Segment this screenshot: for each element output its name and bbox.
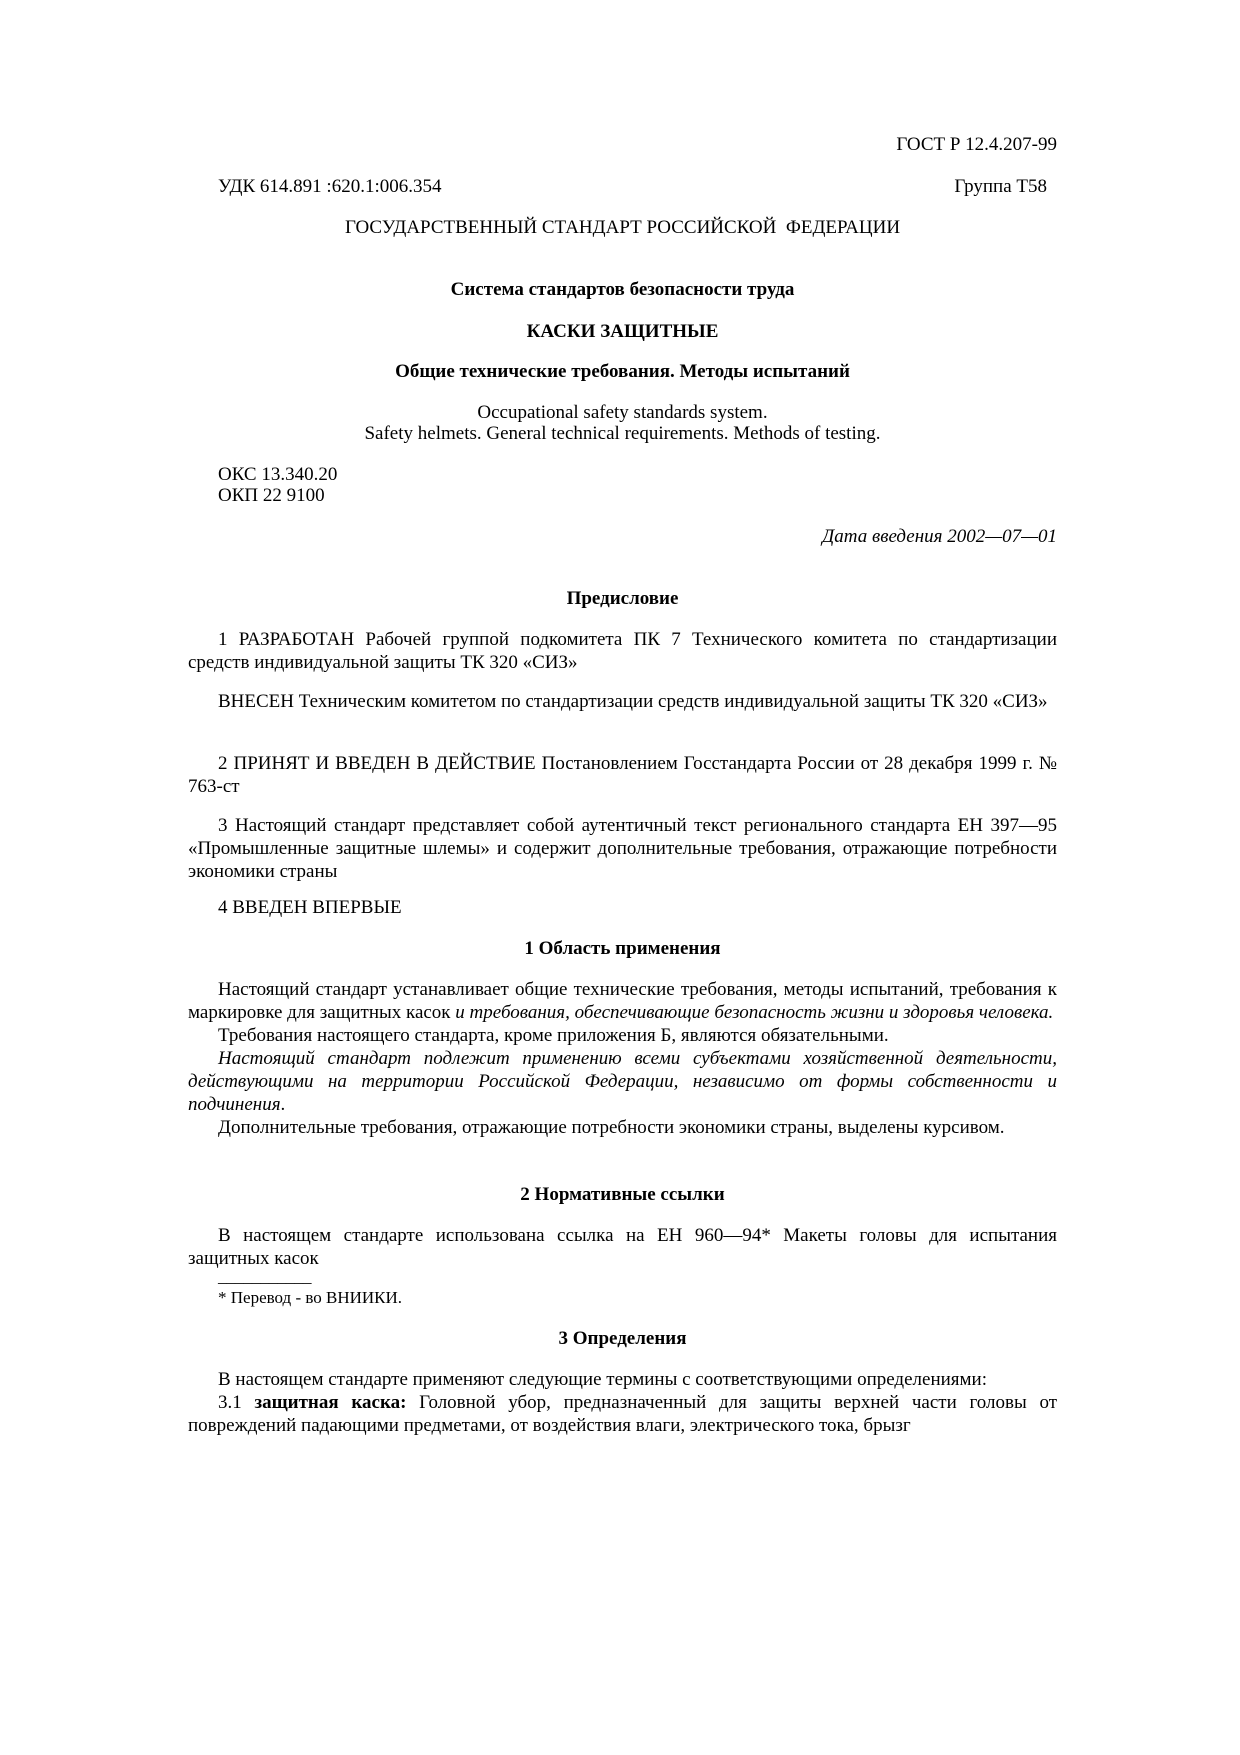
- references-paragraph: В настоящем стандарте использована ссылка на ЕН 960—94* Макеты головы для испытания защитных касок: [188, 1225, 1057, 1269]
- scope-paragraph-2: Требования настоящего стандарта, кроме приложения Б, являются обязательными.: [218, 1025, 889, 1046]
- standards-system-title: Система стандартов безопасности труда: [450, 279, 795, 300]
- preface-paragraph-2: ВНЕСЕН Техническим комитетом по стандартизации средств индивидуальной защиты ТК 320 «СИЗ»: [218, 691, 1048, 712]
- document-subtitle: Общие технические требования. Методы испытаний: [395, 361, 850, 382]
- preface-paragraph-4: 3 Настоящий стандарт представляет собой аутентичный текст регионального стандарта ЕН 397—95 «Промышленные защитные шлемы» и содержит дополнительные требования, отражающие потребности экономики страны: [188, 815, 1057, 882]
- english-title-line-1: Occupational safety standards system.: [477, 402, 768, 423]
- scope-paragraph-3-end: .: [280, 1094, 286, 1115]
- udk-code: УДК 614.891 :620.1:006.354: [218, 176, 442, 197]
- definitions-heading: 3 Определения: [558, 1328, 687, 1349]
- preface-heading: Предисловие: [566, 588, 679, 609]
- group-code: Группа Т58: [954, 176, 1047, 197]
- scope-paragraph-1: [188, 978, 1057, 1024]
- preface-paragraph-5: 4 ВВЕДЕН ВПЕРВЫЕ: [218, 897, 402, 918]
- definitions-section: [188, 1368, 1057, 1437]
- scope-paragraph-1-italic: и требования, обеспечивающие безопасность жизни и здоровья человека.: [455, 1002, 1054, 1023]
- gost-code: ГОСТ Р 12.4.207-99: [896, 134, 1057, 155]
- document-page: [188, 0, 1057, 1755]
- english-title-line-2: Safety helmets. General technical requirements. Methods of testing.: [364, 423, 881, 444]
- introduction-date: Дата введения 2002—07—01: [822, 526, 1057, 547]
- scope-paragraph-4: Дополнительные требования, отражающие потребности экономики страны, выделены курсивом.: [218, 1117, 1005, 1138]
- definition-term: защитная каска:: [254, 1392, 407, 1413]
- scope-section: [188, 978, 1057, 1139]
- references-heading: 2 Нормативные ссылки: [520, 1184, 725, 1205]
- okp-code: ОКП 22 9100: [218, 485, 325, 506]
- footnote-rule: ___________: [218, 1267, 312, 1286]
- scope-paragraph-1-text: Настоящий стандарт устанавливает общие технические требования, методы испытаний, требования к маркировке для защитных касок: [188, 979, 1057, 1023]
- footnote-text: * Перевод - во ВНИИКИ.: [218, 1288, 403, 1307]
- definition-3-1: [188, 1391, 1057, 1437]
- state-standard-title: ГОСУДАРСТВЕННЫЙ СТАНДАРТ РОССИЙСКОЙ ФЕДЕРАЦИИ: [344, 217, 901, 238]
- oks-code: ОКС 13.340.20: [218, 464, 338, 485]
- document-title: КАСКИ ЗАЩИТНЫЕ: [526, 321, 719, 342]
- scope-paragraph-3-italic: Настоящий стандарт подлежит применению всеми субъектами хозяйственной деятельности, действующими на территории Российской Федерации, независимо от формы собственности и подчинения: [188, 1048, 1057, 1115]
- scope-heading: 1 Область применения: [524, 938, 721, 959]
- preface-paragraph-1: 1 РАЗРАБОТАН Рабочей группой подкомитета ПК 7 Технического комитета по стандартизации средств индивидуальной защиты ТК 320 «СИЗ»: [188, 629, 1057, 673]
- definition-number: 3.1: [218, 1392, 255, 1413]
- scope-paragraph-3: [188, 1047, 1057, 1116]
- definition-text: Головной убор, предназначенный для защиты верхней части головы от повреждений падающими предметами, от воздействия влаги, электрического тока, брызг: [188, 1392, 1058, 1436]
- preface-paragraph-3: 2 ПРИНЯТ И ВВЕДЕН В ДЕЙСТВИЕ Постановлением Госстандарта России от 28 декабря 1999 г. № 763-ст: [188, 753, 1057, 797]
- definitions-paragraph-1: В настоящем стандарте применяют следующие термины с соответствующими определениями:: [218, 1369, 987, 1390]
